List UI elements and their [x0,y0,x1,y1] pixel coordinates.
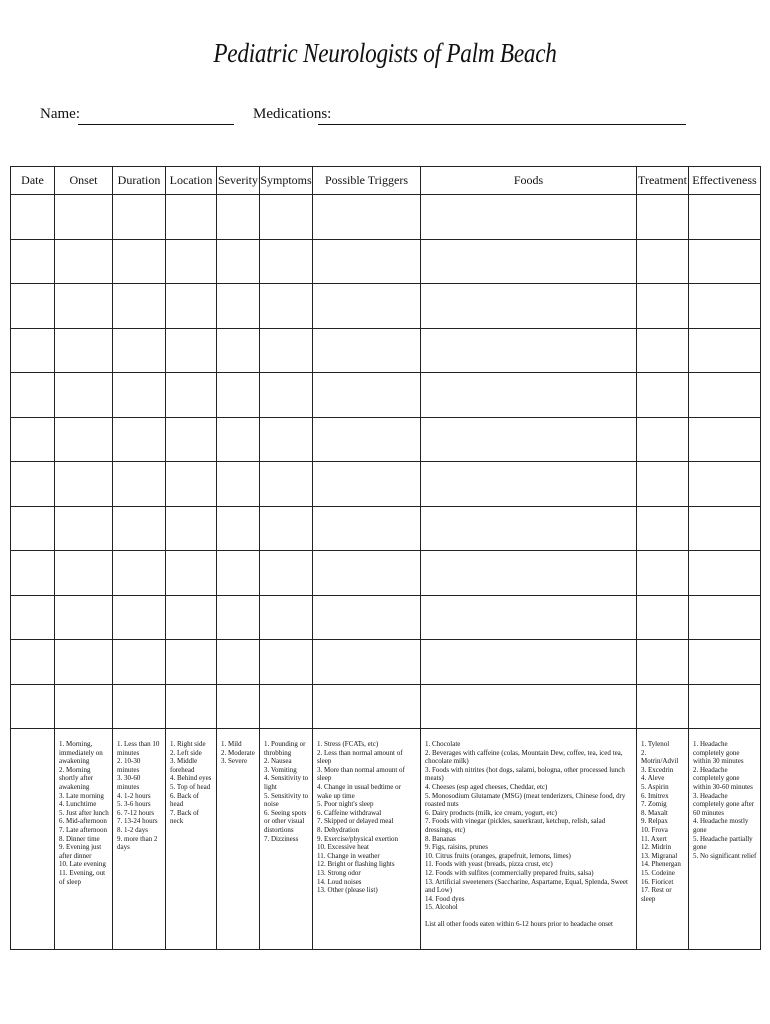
cell-date[interactable] [11,640,55,685]
cell-severity[interactable] [217,462,260,507]
cell-onset[interactable] [55,373,113,418]
cell-symptoms[interactable] [260,328,313,373]
cell-foods[interactable] [421,239,637,284]
cell-symptoms[interactable] [260,684,313,729]
table-row [11,462,761,507]
cell-treatment[interactable] [637,328,689,373]
cell-foods[interactable] [421,417,637,462]
legend-duration: 1. Less than 10 minutes 2. 10-30 minutes 3. 30-60 minutes 4. 1-2 hours 5. 3-6 hours 6. 7-12 hours 7. 13-24 hours 8. 1-2 days 9. more than 2 days [113,729,166,950]
cell-location[interactable] [166,462,217,507]
cell-effectiveness[interactable] [689,551,761,596]
cell-date[interactable] [11,595,55,640]
col-header-effectiveness: Effectiveness [689,167,761,195]
legend-effectiveness: 1. Headache completely gone within 30 minutes 2. Headache completely gone within 30-60 minutes 3. Headache completely gone after 60 minutes 4. Headache mostly gone 5. Headache partially gone 5. No significant relief [689,729,761,950]
cell-treatment[interactable] [637,373,689,418]
cell-possible-triggers[interactable] [313,595,421,640]
cell-treatment[interactable] [637,506,689,551]
cell-treatment[interactable] [637,239,689,284]
cell-date[interactable] [11,551,55,596]
cell-symptoms[interactable] [260,284,313,329]
cell-treatment[interactable] [637,684,689,729]
cell-duration[interactable] [113,284,166,329]
table-row [11,417,761,462]
foods-note: List all other foods eaten within 6-12 hours prior to headache onset [425,919,613,928]
cell-possible-triggers[interactable] [313,684,421,729]
cell-onset[interactable] [55,328,113,373]
legend-date [11,729,55,950]
cell-duration[interactable] [113,595,166,640]
cell-duration[interactable] [113,373,166,418]
legend-possible-triggers: 1. Stress (FCATs, etc) 2. Less than normal amount of sleep 3. More than normal amount of sleep 4. Change in usual bedtime or wake up time 5. Poor night's sleep 6. Caffeine withdrawal 7. Skipped or delayed meal 8. Dehydration 9. Exercise/physical exertion 10. Excessive heat 11. Change in weather 12. Bright or flashing lights 13. Strong odor 14. Loud noises 13. Other (please list) [313,729,421,950]
cell-possible-triggers[interactable] [313,239,421,284]
cell-onset[interactable] [55,284,113,329]
cell-effectiveness[interactable] [689,373,761,418]
cell-foods[interactable] [421,595,637,640]
cell-location[interactable] [166,195,217,240]
cell-date[interactable] [11,284,55,329]
cell-date[interactable] [11,195,55,240]
cell-severity[interactable] [217,595,260,640]
table-row [11,328,761,373]
col-header-treatment: Treatment [637,167,689,195]
cell-severity[interactable] [217,684,260,729]
cell-possible-triggers[interactable] [313,417,421,462]
cell-location[interactable] [166,417,217,462]
cell-foods[interactable] [421,640,637,685]
cell-severity[interactable] [217,506,260,551]
col-header-duration: Duration [113,167,166,195]
col-header-severity: Severity [217,167,260,195]
cell-foods[interactable] [421,506,637,551]
table-row [11,551,761,596]
cell-treatment[interactable] [637,551,689,596]
cell-effectiveness[interactable] [689,462,761,507]
cell-possible-triggers[interactable] [313,373,421,418]
cell-severity[interactable] [217,328,260,373]
cell-onset[interactable] [55,684,113,729]
legend-location: 1. Right side 2. Left side 3. Middle forehead 4. Behind eyes 5. Top of head 6. Back of head 7. Back of neck [166,729,217,950]
cell-date[interactable] [11,373,55,418]
cell-duration[interactable] [113,328,166,373]
cell-possible-triggers[interactable] [313,551,421,596]
cell-location[interactable] [166,640,217,685]
cell-onset[interactable] [55,239,113,284]
cell-onset[interactable] [55,462,113,507]
cell-location[interactable] [166,284,217,329]
legend-foods: 1. Chocolate 2. Beverages with caffeine (colas, Mountain Dew, coffee, tea, iced tea, chocolate milk) 3. Foods with nitrites (hot dogs, salami, bologna, other processed lunch meats) 4. Cheeses (esp aged cheeses, Cheddar, etc) 5. Monosodium Glutamate (MSG) (meat tenderizers, Chinese food, dry roasted nuts 6. Dairy products (milk, ice cream, yogurt, etc) 7. Foods with vinegar (pickles, sauerkraut, ketchup, relish, salad dressings, etc) 8. Bananas 9. Figs, raisins, prunes 10. Citrus fruits (oranges, grapefruit, lemons, limes) 11. Foods with yeast (breads, pizza crust, etc) 12. Foods with sulfites (commercially prepared fruits, salsa) 13. Artificial sweeteners (Saccharine, Aspartame, Equal, Splenda, Sweet and Low) 14. Food dyes 15. Alcohol List all other foods eaten within 6-12 hours prior to headache onset [421,729,637,950]
cell-severity[interactable] [217,640,260,685]
cell-onset[interactable] [55,595,113,640]
cell-foods[interactable] [421,462,637,507]
cell-treatment[interactable] [637,640,689,685]
cell-symptoms[interactable] [260,595,313,640]
cell-severity[interactable] [217,284,260,329]
page-title: Pediatric Neurologists of Palm Beach [213,38,557,68]
cell-possible-triggers[interactable] [313,328,421,373]
legend-severity: 1. Mild 2. Moderate 3. Severe [217,729,260,950]
cell-effectiveness[interactable] [689,684,761,729]
cell-duration[interactable] [113,640,166,685]
name-field[interactable] [78,124,234,125]
cell-onset[interactable] [55,640,113,685]
cell-effectiveness[interactable] [689,284,761,329]
table-row [11,684,761,729]
cell-location[interactable] [166,239,217,284]
cell-duration[interactable] [113,462,166,507]
cell-treatment[interactable] [637,417,689,462]
cell-duration[interactable] [113,506,166,551]
cell-symptoms[interactable] [260,373,313,418]
cell-symptoms[interactable] [260,640,313,685]
table-row [11,640,761,685]
cell-location[interactable] [166,328,217,373]
cell-possible-triggers[interactable] [313,284,421,329]
cell-foods[interactable] [421,684,637,729]
table-header-row [11,167,761,195]
legend-treatment: 1. Tylenol 2. Motrin/Advil 3. Excedrin 4. Aleve 5. Aspirin 6. Imitrex 7. Zomig 8. Maxalt 9. Relpax 10. Frova 11. Axert 12. Midrin 13. Migranal 14. Phenergan 15. Codeine 16. Fioricet 17. Rest or sleep [637,729,689,950]
cell-foods[interactable] [421,373,637,418]
legend-row [11,729,761,950]
cell-date[interactable] [11,506,55,551]
cell-severity[interactable] [217,195,260,240]
cell-onset[interactable] [55,417,113,462]
table-row [11,506,761,551]
table-row [11,284,761,329]
cell-possible-triggers[interactable] [313,462,421,507]
cell-foods[interactable] [421,551,637,596]
headache-log-table [10,166,761,950]
cell-symptoms[interactable] [260,195,313,240]
col-header-date: Date [11,167,55,195]
cell-date[interactable] [11,328,55,373]
cell-severity[interactable] [217,373,260,418]
cell-effectiveness[interactable] [689,195,761,240]
cell-onset[interactable] [55,195,113,240]
cell-duration[interactable] [113,195,166,240]
cell-onset[interactable] [55,551,113,596]
cell-location[interactable] [166,373,217,418]
cell-duration[interactable] [113,684,166,729]
cell-date[interactable] [11,417,55,462]
legend-onset: 1. Morning, immediately on awakening 2. Morning shortly after awakening 3. Late morning 4. Lunchtime 5. Just after lunch 6. Mid-afternoon 7. Late afternoon 8. Dinner time 9. Evening just after dinner 10. Late evening 11. Evening, out of sleep [55,729,113,950]
cell-treatment[interactable] [637,195,689,240]
cell-symptoms[interactable] [260,551,313,596]
cell-treatment[interactable] [637,595,689,640]
table-row [11,195,761,240]
cell-foods[interactable] [421,195,637,240]
cell-date[interactable] [11,239,55,284]
cell-location[interactable] [166,506,217,551]
cell-treatment[interactable] [637,462,689,507]
cell-severity[interactable] [217,239,260,284]
medications-field[interactable] [318,124,686,125]
cell-symptoms[interactable] [260,506,313,551]
cell-effectiveness[interactable] [689,595,761,640]
legend-symptoms: 1. Pounding or throbbing 2. Nausea 3. Vomiting 4. Sensitivity to light 5. Sensitivity to noise 6. Seeing spots or other visual distortions 7. Dizziness [260,729,313,950]
cell-severity[interactable] [217,551,260,596]
cell-severity[interactable] [217,417,260,462]
cell-symptoms[interactable] [260,239,313,284]
table-row [11,595,761,640]
table-row [11,239,761,284]
cell-effectiveness[interactable] [689,328,761,373]
cell-foods[interactable] [421,284,637,329]
cell-effectiveness[interactable] [689,506,761,551]
cell-foods[interactable] [421,328,637,373]
cell-date[interactable] [11,462,55,507]
cell-duration[interactable] [113,551,166,596]
cell-possible-triggers[interactable] [313,506,421,551]
col-header-possible-triggers: Possible Triggers [313,167,421,195]
cell-effectiveness[interactable] [689,417,761,462]
cell-possible-triggers[interactable] [313,640,421,685]
cell-symptoms[interactable] [260,417,313,462]
cell-possible-triggers[interactable] [313,195,421,240]
medications-label: Medications: [253,106,332,122]
col-header-onset: Onset [55,167,113,195]
cell-effectiveness[interactable] [689,239,761,284]
cell-effectiveness[interactable] [689,640,761,685]
cell-location[interactable] [166,595,217,640]
cell-date[interactable] [11,684,55,729]
name-label: Name: [40,106,80,122]
cell-location[interactable] [166,684,217,729]
col-header-location: Location [166,167,217,195]
cell-treatment[interactable] [637,284,689,329]
cell-duration[interactable] [113,239,166,284]
cell-duration[interactable] [113,417,166,462]
cell-location[interactable] [166,551,217,596]
cell-onset[interactable] [55,506,113,551]
table-row [11,373,761,418]
col-header-foods: Foods [421,167,637,195]
cell-symptoms[interactable] [260,462,313,507]
col-header-symptoms: Symptoms [260,167,313,195]
